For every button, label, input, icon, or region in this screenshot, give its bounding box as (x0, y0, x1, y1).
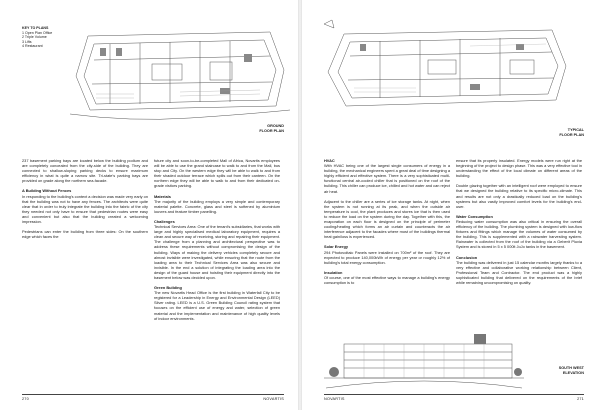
paragraph: 237 basement parking bays are located below the building podium and are completely concealed from the city-side of the building. They are connected to shallow-sloping parking decks to ensure maximum efficiency in what is quite a narrow site. Tri-state's parking bays are provided on grade along the northern sea-facade. (22, 158, 148, 184)
paragraph: Technical Services Area: One of the tenant's subsidiaries, that works with large and highly specialised medical laboratory equipment, requires a clean and secure way of receiving, storing and repairing their equipment. The challenge from a planning and architectural perspective was to address these requirements without compromising the design of the building. Ways of making the delivery vehicles completely secure and almost invisible were investigated, while ensuring that the route from the loading area to their Technical Services Area was also secure and invisible. In the end a solution of integrating the loading area into the design of the guard house and hoisting their equipment directly into the basement below was decided upon. (154, 224, 280, 280)
south-west-elevation-caption (559, 366, 584, 375)
section-heading: Water Consumption (456, 213, 493, 219)
plan-key-item: 2 Triple Volume (22, 35, 47, 40)
paragraph: ensure that its properly insulated. Energy models were run right at the beginning of the project to design phase. This was a very effective tool in understanding the effect of the local climate on different areas of the building. (456, 158, 582, 179)
footer-rule (22, 394, 284, 395)
folio-label: NOVARTIS (324, 397, 345, 402)
paragraph: Adjacent to the chiller are a series of ice storage tanks. At night, when the system is not running at its peak, and when the outside air temperature is cool, the plant produces and stores ice that is then used to reduce the load on the system during the day. Together with this, the evaporation on each floor is designed on the principle of perimeter cooling/heating which forms an air curtain and counteracts the air interference adjacent to the facades where most of the buildings thermal heat gain/loss is experienced. (324, 198, 450, 240)
section-heading: Challenges (154, 218, 175, 224)
caption-line: FLOOR PLAN (259, 128, 284, 133)
section-heading: Insulation (324, 269, 343, 275)
folio-number: 270 (22, 397, 29, 402)
paragraph: The new Novartis Head Office is the first building in Waterfall City to be registered for a Leadership in Energy and Environmental Design (LEED) Silver rating. LEED is a U.S. Green Building Council rating system that focuses on the efficient use of energy and water, selection of green material and the implementation and maintenance of high quality levels of indoor environments. (154, 290, 280, 321)
section-heading: Solar Energy (324, 244, 349, 250)
right-column-2 (456, 158, 582, 290)
folio-number: 271 (577, 397, 584, 402)
ground-floor-plan-drawing (70, 14, 290, 124)
paragraph: The building was delivered in just 15 calendar months largely thanks to a very effective and collaborative working relationship between Client, Professional Team and Contractor. The end product was a highly sophisticated building that delivered on the requirements of the brief while remaining uncompromising on quality. (456, 259, 582, 285)
caption-line: GROUND (267, 124, 284, 128)
south-west-elevation-drawing (324, 330, 524, 392)
caption-line: SOUTH WEST (558, 366, 584, 370)
paragraph: 294 Photovoltaic Panels were installed on 700m² of the roof. They are expected to produce 140,000kWh of energy per year or roughly 12% of building's total energy consumption. (324, 249, 450, 265)
plan-key (22, 26, 52, 49)
caption-line: ELEVATION (562, 370, 584, 375)
plan-key-item: 3 Lifts (22, 39, 32, 44)
section-heading: Materials (154, 193, 171, 199)
footer-rule (324, 394, 584, 395)
plan-key-item: 1 Open Plan Office (22, 30, 53, 35)
ground-floor-plan-caption (259, 124, 284, 133)
left-page (0, 0, 298, 410)
paragraph: In responding to the building's context a decision was made very early on that the building was not to have any fences. The architects were quite clear that in order to truly integrate the building into the fabric of the city they needed not only have to ensure that pedestrian routes were easy and convenient but also that the building created a welcoming impression. (22, 193, 148, 225)
section-heading: Conclusion (456, 254, 478, 260)
section-heading: HVAC (324, 158, 335, 163)
paragraph: Double glazing together with an intelligent roof were employed to ensure that we designed the building relative to its specific micro-climate. This and results are not only a drastically reduced load on the building's systems but also vastly improved comfort levels for the building's end-user. (456, 183, 582, 209)
typical-floor-plan-caption (559, 128, 584, 137)
section-heading: Green Building (154, 285, 182, 291)
paragraph: future city and soon-to-be-completed Mall of Africa, Novartis employees will be able to use the grand staircase to walk to and from the Mall, bus stop and City. On the western edge they will be able to walk to and from their shaded outdoor terrace which spills out from their canteen. On the northern edge they will be able to walk to and from their dedicated on-grade visitors parking. (154, 158, 280, 189)
right-column-1 (324, 158, 450, 290)
section-heading: A Building Without Fences (22, 188, 72, 194)
left-column-2 (154, 158, 280, 326)
right-page (302, 0, 600, 410)
plan-key-item: 4 Restaurant (22, 44, 43, 49)
plan-key-title: KEY TO PLANS (22, 26, 49, 30)
folio-label: NOVARTIS (263, 397, 284, 402)
caption-line: FLOOR PLAN (559, 132, 584, 137)
paragraph: The majority of the building employs a very simple and contemporary material palette. Concrete, glass and steel is softened by aluminium louvres and feature timber panelling. (154, 198, 280, 214)
caption-line: TYPICAL (567, 128, 584, 132)
paragraph: With HVAC being one of the largest single consumers of energy in a building, the mechanical engineers spent a great deal of time designing a highly efficient and effective system. There is a very sophisticated multi-functional central air-cooled chiller that is positioned on the roof of the building. This chiller can produce ice, chilled and hot water and can reject air heat. (324, 163, 451, 194)
left-column-1 (22, 158, 148, 244)
paragraph: Reducing water consumption was also critical in ensuring the overall efficiency of the building. The plumbing system is designed with low-flow fixtures and fittings which manage the volumes of water consumed by the building. This is supplemented with a rainwater harvesting system. Rainwater is collected from the roof of the building via a Geberit Pluvia System and is stored in 5 x 5 000lt JoJo tanks in the basement. (456, 218, 582, 250)
typical-floor-plan-drawing (320, 16, 570, 116)
paragraph: Pedestrians can enter the building from three sides: On the southern edge which faces the (22, 229, 148, 240)
paragraph: Of course, one of the most effective ways to manage a building's energy consumption is to (324, 274, 450, 285)
